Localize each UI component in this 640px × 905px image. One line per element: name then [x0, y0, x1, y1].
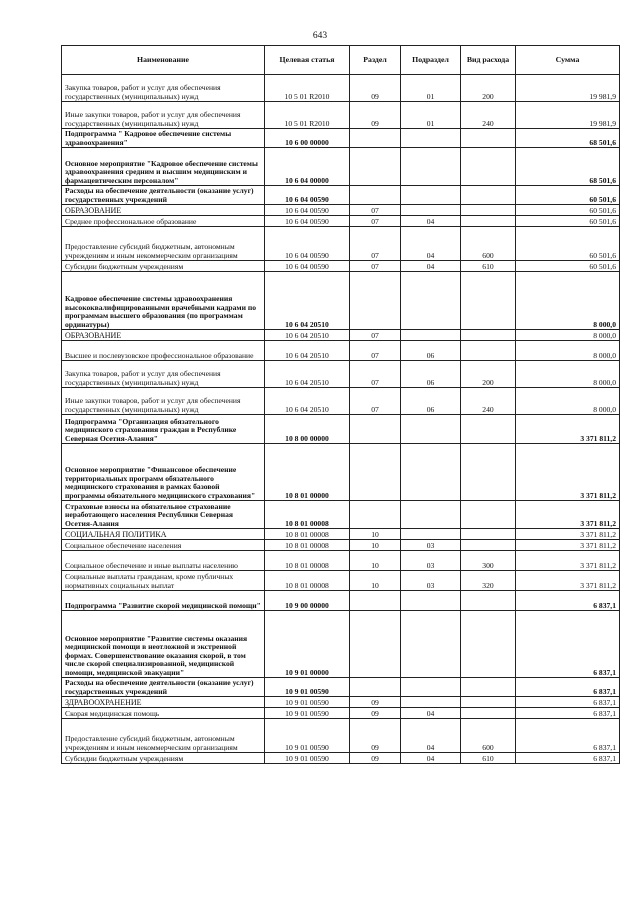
row-target-article: 10 8 01 00008	[265, 571, 350, 591]
row-sum: 19 981,9	[516, 75, 620, 102]
row-sum: 60 501,6	[516, 216, 620, 227]
row-name: Закупка товаров, работ и услуг для обеспечения государственных (муниципальных) нужд	[62, 361, 265, 388]
row-name: Расходы на обеспечение деятельности (оказание услуг) государственных учреждений	[62, 678, 265, 697]
row-expense-type	[461, 272, 516, 330]
row-subsection: 04	[401, 708, 461, 719]
row-section: 09	[350, 719, 401, 753]
row-subsection	[401, 205, 461, 216]
table-row	[62, 129, 620, 148]
row-expense-type	[461, 444, 516, 501]
table-row	[62, 501, 620, 529]
row-sum: 3 371 811,2	[516, 501, 620, 529]
row-name: Высшее и послевузовское профессиональное образование	[62, 341, 265, 361]
table-row	[62, 753, 620, 764]
row-section: 09	[350, 102, 401, 129]
header-subsection: Подраздел	[401, 46, 461, 75]
row-section: 07	[350, 227, 401, 261]
row-expense-type	[461, 129, 516, 148]
row-subsection: 03	[401, 551, 461, 571]
table-row	[62, 415, 620, 444]
row-target-article: 10 6 04 20510	[265, 272, 350, 330]
row-target-article: 10 9 00 00000	[265, 591, 350, 611]
row-target-article: 10 9 01 00590	[265, 753, 350, 764]
row-sum: 3 371 811,2	[516, 551, 620, 571]
row-expense-type	[461, 591, 516, 611]
table-row	[62, 148, 620, 186]
row-expense-type	[461, 216, 516, 227]
row-section: 09	[350, 75, 401, 102]
row-name: ЗДРАВООХРАНЕНИЕ	[62, 697, 265, 708]
row-expense-type	[461, 501, 516, 529]
row-name: Скорая медицинская помощь	[62, 708, 265, 719]
row-section: 10	[350, 551, 401, 571]
row-section	[350, 678, 401, 697]
row-subsection: 03	[401, 540, 461, 551]
row-section	[350, 501, 401, 529]
table-row	[62, 388, 620, 415]
row-sum: 6 837,1	[516, 708, 620, 719]
row-subsection: 06	[401, 388, 461, 415]
row-expense-type: 600	[461, 719, 516, 753]
row-subsection: 04	[401, 719, 461, 753]
row-expense-type	[461, 611, 516, 678]
row-name: Иные закупки товаров, работ и услуг для обеспечения государственных (муниципальных) нужд	[62, 388, 265, 415]
row-subsection: 06	[401, 361, 461, 388]
row-section	[350, 186, 401, 205]
row-section	[350, 272, 401, 330]
row-name: Закупка товаров, работ и услуг для обеспечения государственных (муниципальных) нужд	[62, 75, 265, 102]
row-name: Социальные выплаты гражданам, кроме публичных нормативных социальных выплат	[62, 571, 265, 591]
row-section	[350, 611, 401, 678]
row-sum: 8 000,0	[516, 361, 620, 388]
row-target-article: 10 6 04 00590	[265, 216, 350, 227]
row-sum: 8 000,0	[516, 388, 620, 415]
row-target-article: 10 9 01 00000	[265, 611, 350, 678]
row-expense-type: 610	[461, 753, 516, 764]
row-section: 07	[350, 216, 401, 227]
row-subsection	[401, 272, 461, 330]
page-number: 643	[312, 31, 328, 41]
row-target-article: 10 5 01 R2010	[265, 102, 350, 129]
table-row	[62, 361, 620, 388]
row-target-article: 10 5 01 R2010	[265, 75, 350, 102]
row-sum: 3 371 811,2	[516, 540, 620, 551]
row-sum: 68 501,6	[516, 148, 620, 186]
row-target-article: 10 8 01 00008	[265, 529, 350, 540]
row-expense-type	[461, 186, 516, 205]
row-section: 07	[350, 341, 401, 361]
row-subsection: 01	[401, 102, 461, 129]
header-sum: Сумма	[516, 46, 620, 75]
row-target-article: 10 9 01 00590	[265, 678, 350, 697]
row-sum: 6 837,1	[516, 678, 620, 697]
row-sum: 60 501,6	[516, 186, 620, 205]
row-target-article: 10 9 01 00590	[265, 708, 350, 719]
row-sum: 3 371 811,2	[516, 444, 620, 501]
header-section: Раздел	[350, 46, 401, 75]
row-sum: 3 371 811,2	[516, 415, 620, 444]
row-expense-type: 240	[461, 388, 516, 415]
row-sum: 19 981,9	[516, 102, 620, 129]
table-row	[62, 330, 620, 341]
table-row	[62, 75, 620, 102]
row-sum: 8 000,0	[516, 330, 620, 341]
row-name: Подпрограмма "Организация обязательного медицинского страхования граждан в Республике Северная Осетия-Алания"	[62, 415, 265, 444]
row-name: Среднее профессиональное образование	[62, 216, 265, 227]
row-name: Расходы на обеспечение деятельности (оказание услуг) государственных учреждений	[62, 186, 265, 205]
row-subsection: 04	[401, 261, 461, 272]
row-name: Кадровое обеспечение системы здравоохранения высококвалифицированными врачебными кадрами по программам высшего образования (по программам ординатуры)	[62, 272, 265, 330]
row-sum: 60 501,6	[516, 261, 620, 272]
row-subsection	[401, 697, 461, 708]
table-row	[62, 697, 620, 708]
row-section	[350, 415, 401, 444]
row-section: 10	[350, 571, 401, 591]
row-section: 07	[350, 361, 401, 388]
row-target-article: 10 9 01 00590	[265, 719, 350, 753]
table-row	[62, 678, 620, 697]
row-expense-type: 200	[461, 361, 516, 388]
row-sum: 3 371 811,2	[516, 529, 620, 540]
table-row	[62, 571, 620, 591]
table-row	[62, 719, 620, 753]
row-section: 09	[350, 708, 401, 719]
row-expense-type	[461, 205, 516, 216]
header-expense-type: Вид расхода	[461, 46, 516, 75]
row-subsection: 04	[401, 753, 461, 764]
row-name: Субсидии бюджетным учреждениям	[62, 261, 265, 272]
row-expense-type: 600	[461, 227, 516, 261]
row-section: 10	[350, 540, 401, 551]
row-target-article: 10 6 04 20510	[265, 341, 350, 361]
row-subsection: 06	[401, 341, 461, 361]
row-target-article: 10 6 04 20510	[265, 388, 350, 415]
row-sum: 6 837,1	[516, 591, 620, 611]
row-sum: 6 837,1	[516, 611, 620, 678]
table-row	[62, 708, 620, 719]
table-row	[62, 261, 620, 272]
row-name: ОБРАЗОВАНИЕ	[62, 330, 265, 341]
row-expense-type: 200	[461, 75, 516, 102]
row-expense-type: 240	[461, 102, 516, 129]
row-subsection	[401, 611, 461, 678]
row-section	[350, 591, 401, 611]
table-row	[62, 529, 620, 540]
table-row	[62, 341, 620, 361]
row-subsection: 01	[401, 75, 461, 102]
row-subsection: 04	[401, 227, 461, 261]
row-expense-type: 300	[461, 551, 516, 571]
table-row	[62, 551, 620, 571]
table-row	[62, 272, 620, 330]
row-expense-type	[461, 529, 516, 540]
row-expense-type	[461, 708, 516, 719]
row-subsection	[401, 186, 461, 205]
row-name: ОБРАЗОВАНИЕ	[62, 205, 265, 216]
row-sum: 60 501,6	[516, 227, 620, 261]
table-row	[62, 227, 620, 261]
row-sum: 3 371 811,2	[516, 571, 620, 591]
table-row	[62, 102, 620, 129]
row-section: 07	[350, 330, 401, 341]
table-row	[62, 611, 620, 678]
row-name: Предоставление субсидий бюджетным, автономным учреждениям и иным некоммерческим организациям	[62, 227, 265, 261]
row-target-article: 10 8 01 00000	[265, 444, 350, 501]
row-target-article: 10 8 01 00008	[265, 501, 350, 529]
row-name: Иные закупки товаров, работ и услуг для обеспечения государственных (муниципальных) нужд	[62, 102, 265, 129]
row-target-article: 10 6 04 20510	[265, 361, 350, 388]
row-target-article: 10 6 04 00590	[265, 205, 350, 216]
table-row	[62, 205, 620, 216]
row-sum: 60 501,6	[516, 205, 620, 216]
row-name: Страховые взносы на обязательное страхование неработающего населения Республики Северная Осетия-Алания	[62, 501, 265, 529]
row-target-article: 10 6 04 00590	[265, 261, 350, 272]
row-subsection	[401, 129, 461, 148]
row-target-article: 10 9 01 00590	[265, 697, 350, 708]
table-row	[62, 591, 620, 611]
row-target-article: 10 6 04 20510	[265, 330, 350, 341]
row-expense-type	[461, 330, 516, 341]
row-name: Основное мероприятие "Кадровое обеспечение системы здравоохранения средним и высшим медицинским и фармацевтическим персоналом"	[62, 148, 265, 186]
row-sum: 6 837,1	[516, 719, 620, 753]
row-subsection	[401, 501, 461, 529]
row-subsection	[401, 678, 461, 697]
row-name: Предоставление субсидий бюджетным, автономным учреждениям и иным некоммерческим организациям	[62, 719, 265, 753]
header-name: Наименование	[62, 46, 265, 75]
row-target-article: 10 8 01 00008	[265, 540, 350, 551]
table-header-row	[62, 46, 620, 75]
row-target-article: 10 8 00 00000	[265, 415, 350, 444]
row-subsection	[401, 330, 461, 341]
row-name: Социальное обеспечение и иные выплаты населению	[62, 551, 265, 571]
row-sum: 68 501,6	[516, 129, 620, 148]
row-section: 09	[350, 753, 401, 764]
row-subsection: 04	[401, 216, 461, 227]
row-name: Подпрограмма " Кадровое обеспечение системы здравоохранения"	[62, 129, 265, 148]
row-subsection	[401, 529, 461, 540]
row-section	[350, 129, 401, 148]
row-expense-type: 610	[461, 261, 516, 272]
row-expense-type	[461, 415, 516, 444]
row-sum: 6 837,1	[516, 753, 620, 764]
row-sum: 8 000,0	[516, 272, 620, 330]
row-name: Субсидии бюджетным учреждениям	[62, 753, 265, 764]
table-row	[62, 216, 620, 227]
row-expense-type	[461, 148, 516, 186]
row-section	[350, 444, 401, 501]
row-section	[350, 148, 401, 186]
row-section: 09	[350, 697, 401, 708]
row-name: Подпрограмма "Развитие скорой медицинской помощи"	[62, 591, 265, 611]
row-target-article: 10 8 01 00008	[265, 551, 350, 571]
row-section: 07	[350, 261, 401, 272]
row-subsection	[401, 415, 461, 444]
row-name: Социальное обеспечение населения	[62, 540, 265, 551]
row-expense-type	[461, 341, 516, 361]
row-section: 10	[350, 529, 401, 540]
row-subsection	[401, 444, 461, 501]
row-sum: 6 837,1	[516, 697, 620, 708]
row-expense-type	[461, 678, 516, 697]
row-subsection	[401, 148, 461, 186]
row-expense-type	[461, 697, 516, 708]
row-subsection	[401, 591, 461, 611]
row-target-article: 10 6 04 00590	[265, 227, 350, 261]
row-name: Основное мероприятие "Финансовое обеспечение территориальных программ обязательного медицинского страхования в рамках базовой программы обязательного медицинского страхования"	[62, 444, 265, 501]
row-name: Основное мероприятие "Развитие системы оказания медицинской помощи в неотложной и экстренной формах. Совершенствование оказания скорой, в том числе скорой специализированной, медицинской помощи, медицинской эвакуации"	[62, 611, 265, 678]
row-target-article: 10 6 04 00000	[265, 148, 350, 186]
budget-table	[61, 45, 620, 764]
row-subsection: 03	[401, 571, 461, 591]
row-target-article: 10 6 00 00000	[265, 129, 350, 148]
row-expense-type	[461, 540, 516, 551]
row-expense-type: 320	[461, 571, 516, 591]
table-row	[62, 186, 620, 205]
row-section: 07	[350, 205, 401, 216]
row-target-article: 10 6 04 00590	[265, 186, 350, 205]
row-sum: 8 000,0	[516, 341, 620, 361]
row-name: СОЦИАЛЬНАЯ ПОЛИТИКА	[62, 529, 265, 540]
row-section: 07	[350, 388, 401, 415]
table-row	[62, 540, 620, 551]
table-row	[62, 444, 620, 501]
header-target-article: Целевая статья	[265, 46, 350, 75]
